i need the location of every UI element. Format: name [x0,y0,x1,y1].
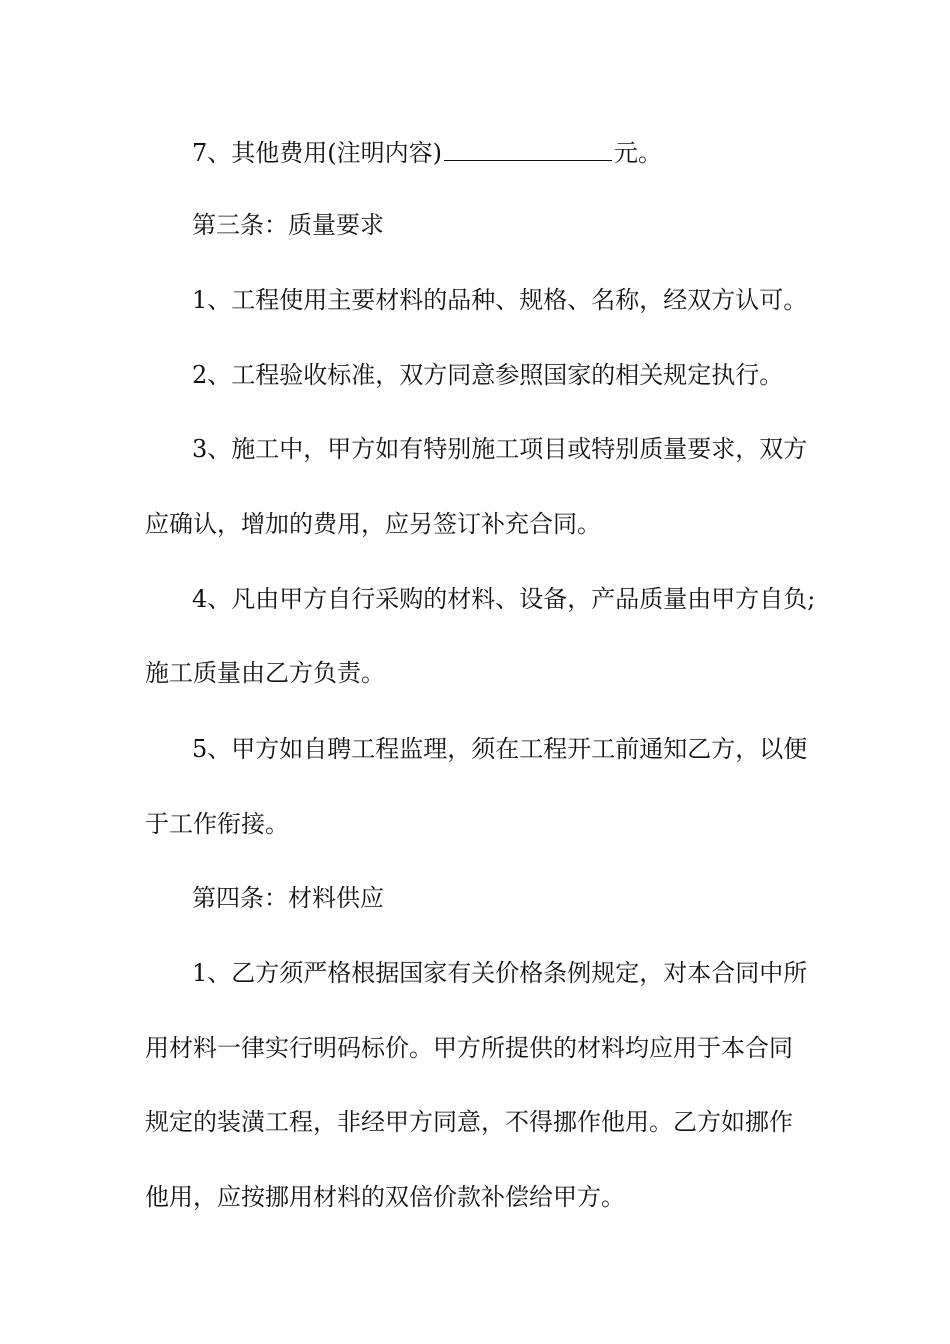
paragraph-line: 规定的装潢工程，非经甲方同意，不得挪作他用。乙方如挪作 [145,1108,793,1136]
section-heading: 第三条：质量要求 [192,211,384,239]
paragraph-line: 他用，应按挪用材料的双倍价款补偿给甲方。 [145,1183,625,1211]
fill-in-blank [444,159,612,161]
paragraph-line: 1、工程使用主要材料的品种、规格、名称，经双方认可。 [192,286,808,314]
line-text: 元。 [614,139,662,167]
paragraph-line [192,137,872,169]
paragraph-line: 用材料一律实行明码标价。甲方所提供的材料均应用于本合同 [145,1034,793,1062]
paragraph-line: 4、凡由甲方自行采购的材料、设备，产品质量由甲方自负; [192,585,816,613]
paragraph-line: 施工质量由乙方负责。 [145,659,385,687]
paragraph-line: 2、工程验收标准，双方同意参照国家的相关规定执行。 [192,361,784,389]
paragraph-line: 5、甲方如自聘工程监理，须在工程开工前通知乙方，以便 [192,735,808,763]
section-heading: 第四条：材料供应 [192,884,384,912]
paragraph-line: 应确认，增加的费用，应另签订补充合同。 [145,510,601,538]
paragraph-line: 于工作衔接。 [145,810,289,838]
paragraph-line: 3、施工中，甲方如有特别施工项目或特别质量要求，双方 [192,435,808,463]
line-text: 7、其他费用(注明内容) [192,139,442,167]
paragraph-line: 1、乙方须严格根据国家有关价格条例规定，对本合同中所 [192,959,808,987]
